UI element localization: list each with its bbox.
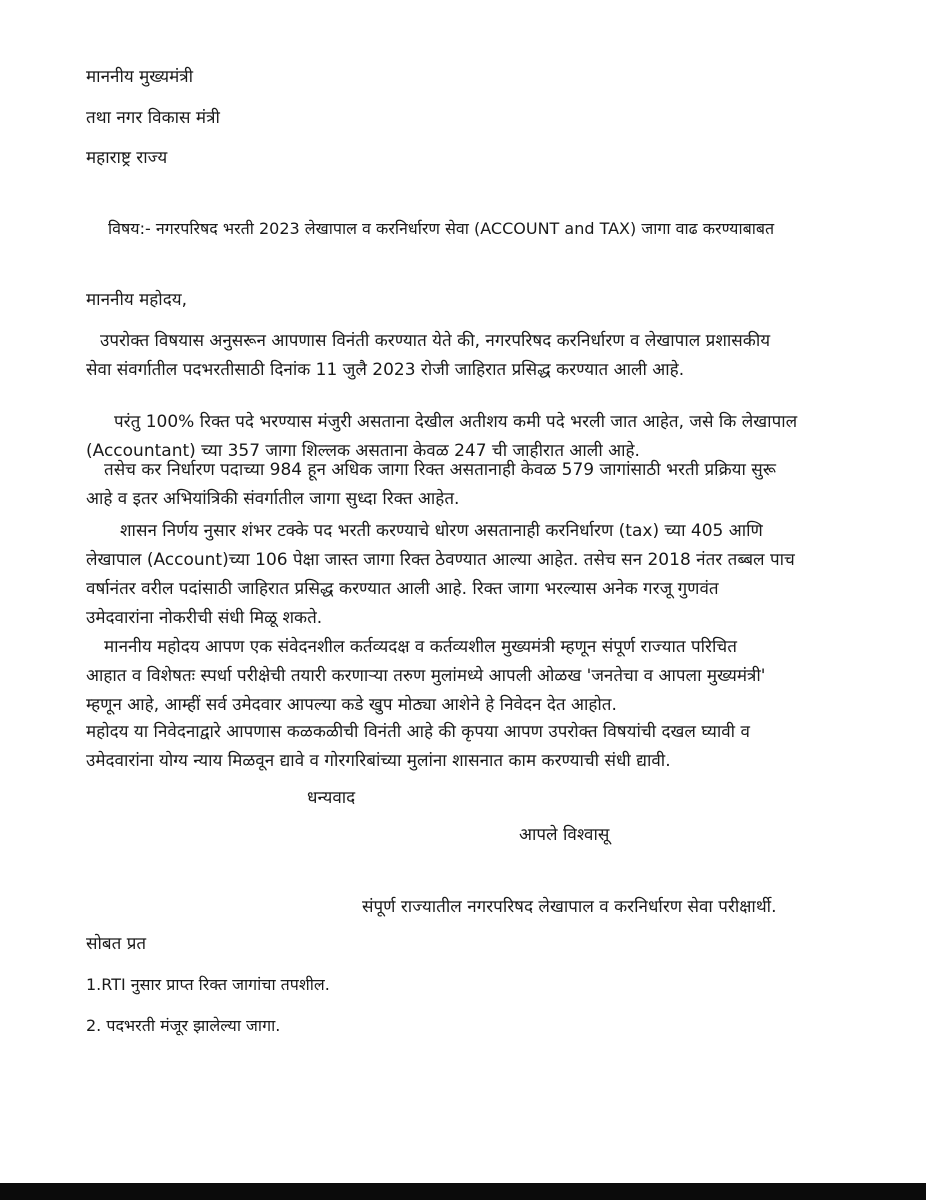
paragraph-5 (86, 633, 826, 720)
paragraph-2-line-2: (Accountant) च्या 357 जागा शिल्लक असताना केवळ 247 ची जाहीरात आली आहे. (86, 441, 640, 461)
paragraph-4-line-4: उमेदवारांना नोकरीची संधी मिळू शकते. (86, 608, 323, 628)
paragraph-3 (86, 456, 826, 514)
paragraph-2-line-1: परंतु 100% रिक्त पदे भरण्यास मंजुरी असताना देखील अतीशय कमी पदे भरली जात आहेत, जसे कि लेखापाल (114, 412, 798, 432)
paragraph-5-line-3: म्हणून आहे, आम्हीं सर्व उमेदवार आपल्या कडे खुप मोठ्या आशेने हे निवेदन देत आहोत. (86, 695, 617, 715)
enclosure-item-2: 2. पदभरती मंजूर झालेल्या जागा. (86, 1016, 281, 1035)
enclosures-heading: सोबत प्रत (86, 934, 147, 954)
paragraph-1-line-1: उपरोक्त विषयास अनुसरून आपणास विनंती करण्यात येते की, नगरपरिषद करनिर्धारण व लेखापाल प्रशासकीय (100, 331, 771, 351)
enclosure-item-1: 1.RTI नुसार प्राप्त रिक्त जागांचा तपशील. (86, 975, 330, 994)
recipient-line-3: महाराष्ट्र राज्य (86, 148, 168, 168)
paragraph-5-line-1: माननीय महोदय आपण एक संवेदनशील कर्तव्यदक्ष व कर्तव्यशील मुख्यमंत्री म्हणून संपूर्ण राज्यात परिचित (104, 637, 737, 657)
closing-thanks: धन्यवाद (307, 788, 356, 808)
paragraph-5-line-2: आहात व विशेषतः स्पर्धा परीक्षेची तयारी करणाऱ्या तरुण मुलांमध्ये आपली ओळख 'जनतेचा व आपला मुख्यमंत्री' (86, 666, 766, 686)
paragraph-4-line-2: लेखापाल (Account)च्या 106 पेक्षा जास्त जागा रिक्त ठेवण्यात आल्या आहेत. तसेच सन 2018 नंतर तब्बल पाच (86, 550, 795, 570)
salutation: माननीय महोदय, (86, 290, 187, 310)
paragraph-3-line-2: आहे व इतर अभियांत्रिकी संवर्गातील जागा सुध्दा रिक्त आहेत. (86, 489, 460, 509)
paragraph-6-line-1: महोदय या निवेदनाद्वारे आपणास कळकळीची विनंती आहे की कृपया आपण उपरोक्त विषयांची दखल घ्यावी व (86, 722, 750, 742)
paragraph-4-line-3: वर्षानंतर वरील पदांसाठी जाहिरात प्रसिद्ध करण्यात आली आहे. रिक्त जागा भरल्यास अनेक गरजू गुणवंत (86, 579, 719, 599)
closing-yours: आपले विश्वासू (519, 825, 610, 845)
signature-line: संपूर्ण राज्यातील नगरपरिषद लेखापाल व करनिर्धारण सेवा परीक्षार्थी. (362, 897, 777, 917)
paragraph-3-line-1: तसेच कर निर्धारण पदाच्या 984 हून अधिक जागा रिक्त असतानाही केवळ 579 जागांसाठी भरती प्रक्रिया सुरू (104, 460, 776, 480)
subject-line: विषय:- नगरपरिषद भरती 2023 लेखापाल व करनिर्धारण सेवा (ACCOUNT and TAX) जागा वाढ करण्याबाबत (108, 219, 775, 238)
paragraph-1 (86, 327, 826, 385)
paragraph-4 (86, 517, 826, 633)
recipient-line-2: तथा नगर विकास मंत्री (86, 108, 220, 128)
bottom-bar (0, 1183, 926, 1200)
paragraph-4-line-1: शासन निर्णय नुसार शंभर टक्के पद भरती करण्याचे धोरण असतानाही करनिर्धारण (tax) च्या 405 आणि (120, 521, 763, 541)
paragraph-6 (86, 718, 826, 776)
recipient-line-1: माननीय मुख्यमंत्री (86, 67, 194, 87)
paragraph-1-line-2: सेवा संवर्गातील पदभरतीसाठी दिनांक 11 जुलै 2023 रोजी जाहिरात प्रसिद्ध करण्यात आली आहे. (86, 360, 685, 380)
paragraph-6-line-2: उमेदवारांना योग्य न्याय मिळवून द्यावे व गोरगरिबांच्या मुलांना शासनात काम करण्याची संधी द्यावी. (86, 751, 671, 771)
